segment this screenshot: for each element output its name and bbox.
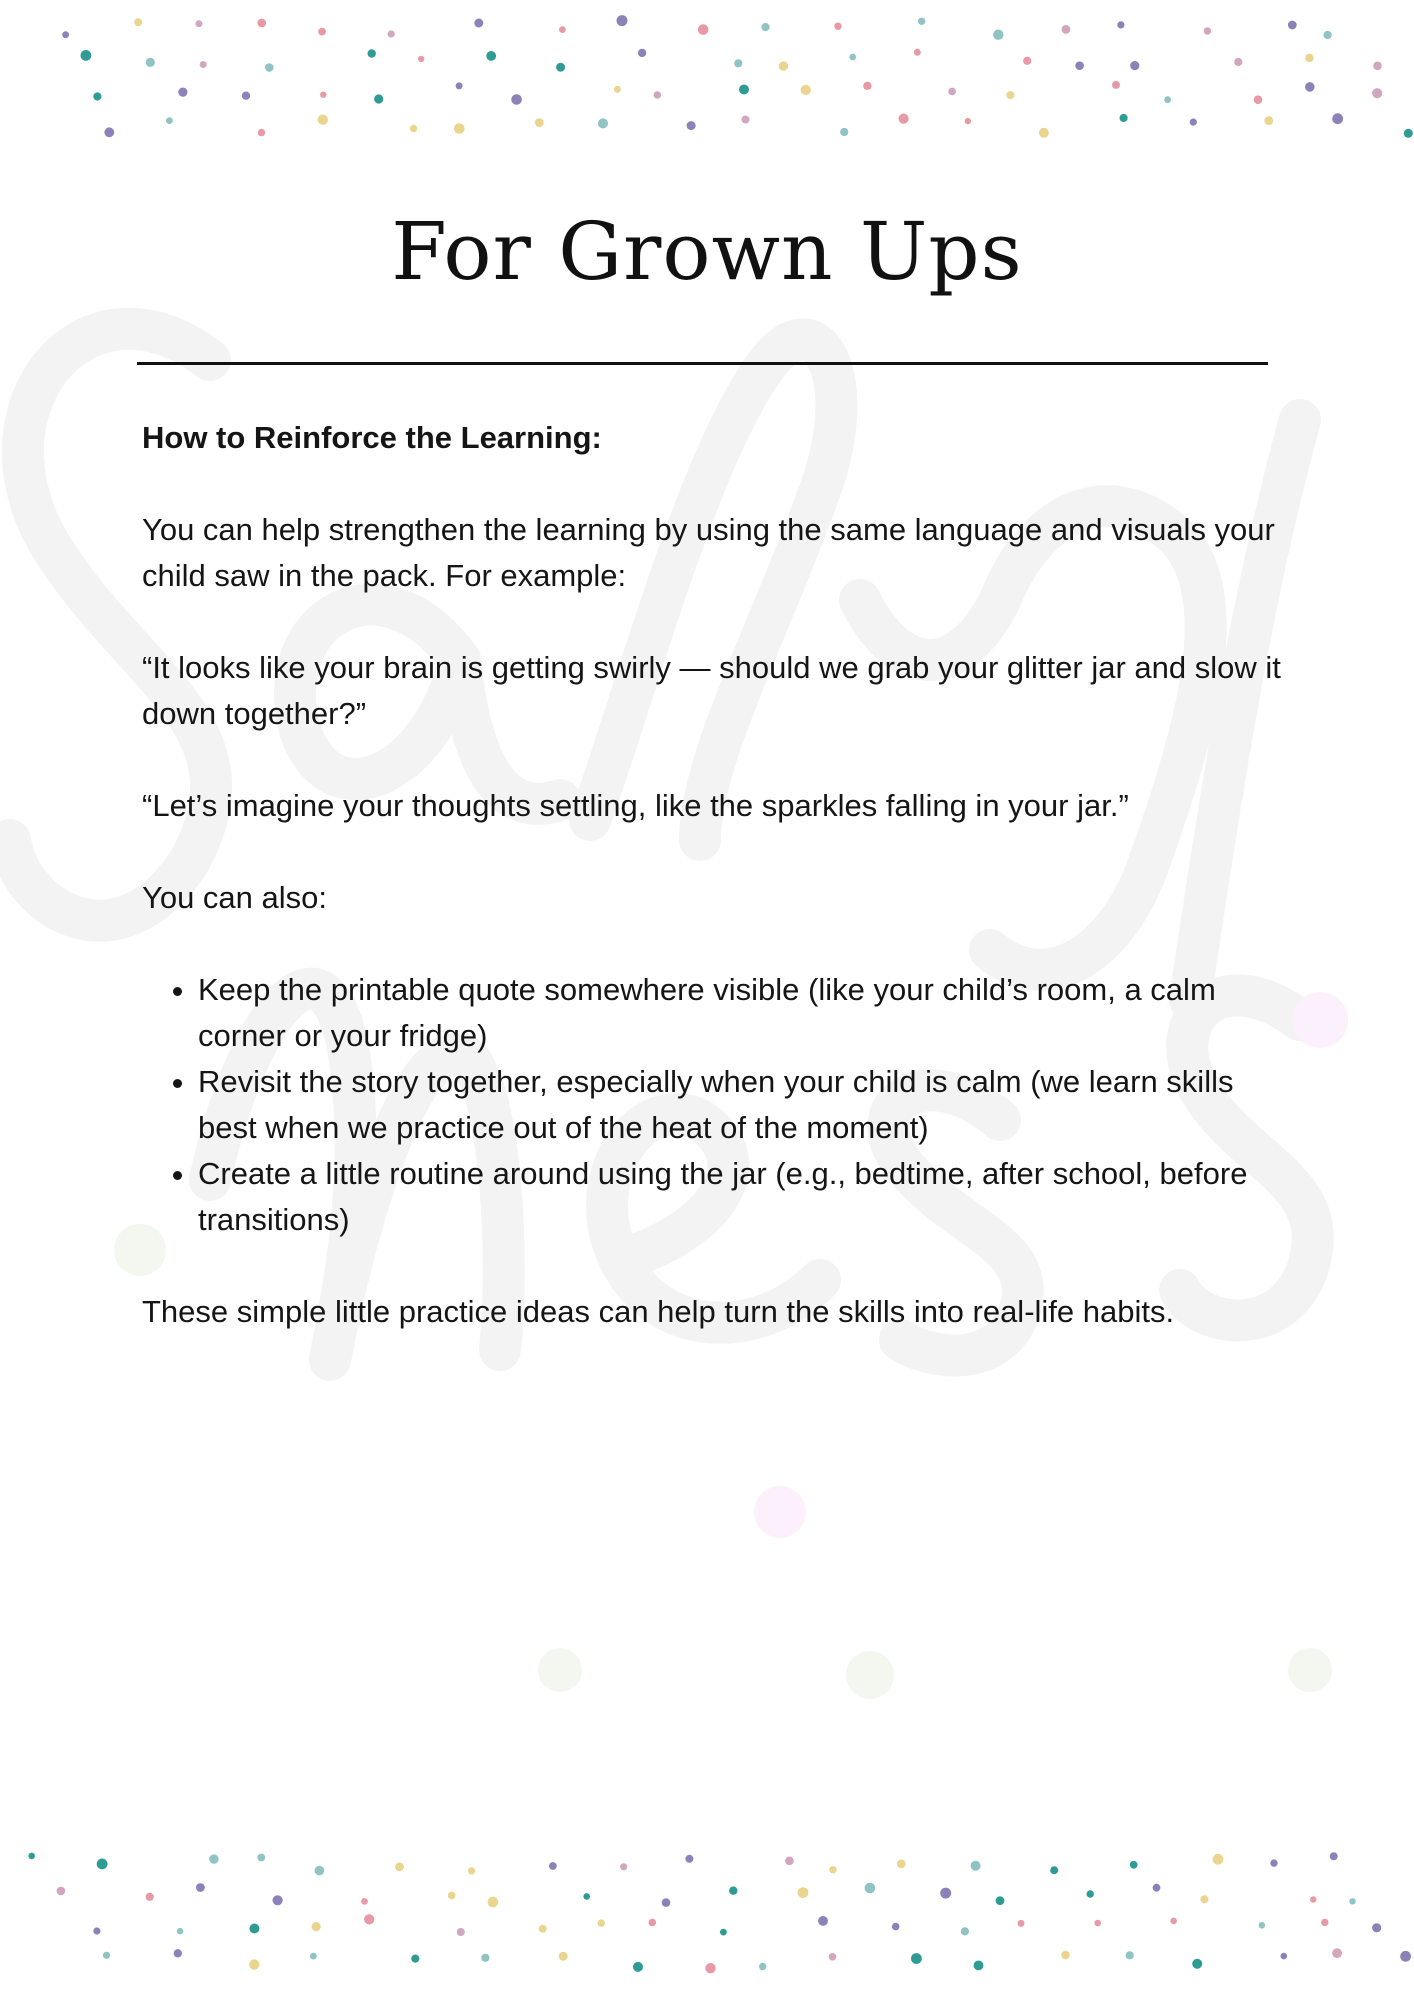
confetti-dot bbox=[993, 30, 1003, 40]
confetti-dot bbox=[448, 1892, 456, 1900]
confetti-dot bbox=[1321, 1919, 1328, 1926]
confetti-dot bbox=[249, 1959, 259, 1969]
confetti-dot bbox=[454, 123, 465, 134]
title-divider bbox=[137, 362, 1268, 365]
confetti-dot bbox=[146, 1893, 154, 1901]
confetti-dot bbox=[273, 1895, 283, 1905]
example-quote-2: “Let’s imagine your thoughts settling, like the sparkles falling in your jar.” bbox=[142, 788, 1129, 823]
confetti-dot bbox=[200, 61, 207, 68]
confetti-dot bbox=[818, 1916, 828, 1926]
confetti-dot bbox=[468, 1867, 475, 1874]
confetti-dot bbox=[1117, 21, 1124, 28]
confetti-dot bbox=[1023, 57, 1031, 65]
confetti-dot bbox=[1087, 1890, 1094, 1897]
confetti-dot bbox=[739, 85, 749, 95]
confetti-dot bbox=[535, 118, 544, 127]
section-heading: How to Reinforce the Learning: bbox=[142, 420, 602, 455]
confetti-dot bbox=[1130, 1861, 1138, 1869]
confetti-dot bbox=[258, 19, 267, 28]
confetti-dot bbox=[779, 61, 788, 70]
confetti-dot bbox=[965, 118, 971, 124]
list-item: • Keep the printable quote somewhere visible (like your child’s room, a calm corner or your fridge) bbox=[198, 967, 1282, 1059]
confetti-dot bbox=[318, 28, 326, 36]
confetti-dot bbox=[318, 115, 328, 125]
confetti-dot bbox=[1120, 114, 1128, 122]
also-label: You can also: bbox=[142, 880, 328, 915]
confetti-dot bbox=[418, 56, 424, 62]
confetti-dot bbox=[614, 86, 621, 93]
confetti-dot bbox=[249, 1924, 259, 1934]
confetti-dot bbox=[617, 15, 628, 26]
confetti-dot bbox=[911, 1953, 922, 1964]
confetti-dot bbox=[1305, 82, 1315, 92]
confetti-dot bbox=[388, 30, 395, 37]
confetti-dot bbox=[195, 20, 202, 27]
confetti-dot bbox=[865, 1883, 876, 1894]
confetti-dot bbox=[834, 23, 841, 30]
confetti-dot bbox=[28, 1853, 35, 1860]
confetti-dot bbox=[971, 1861, 981, 1871]
confetti-dot bbox=[556, 63, 565, 72]
confetti-dot bbox=[312, 1922, 321, 1931]
confetti-dot bbox=[457, 1928, 465, 1936]
confetti-dot bbox=[103, 1952, 110, 1959]
confetti-dot bbox=[1330, 1852, 1338, 1860]
confetti-dot bbox=[1332, 1948, 1342, 1958]
confetti-dot bbox=[948, 88, 956, 96]
confetti-dot bbox=[1006, 91, 1014, 99]
confetti-dot bbox=[1039, 128, 1049, 138]
confetti-dot bbox=[961, 1927, 969, 1935]
content-body bbox=[142, 415, 1282, 1381]
confetti-dot bbox=[840, 128, 848, 136]
confetti-dot bbox=[1404, 129, 1413, 138]
confetti-dot bbox=[134, 18, 142, 26]
confetti-dot bbox=[209, 1854, 218, 1863]
confetti-dot bbox=[1324, 31, 1332, 39]
list-item: • Revisit the story together, especially when your child is calm (we learn skills best when we practice out of the heat of the moment) bbox=[198, 1059, 1282, 1151]
confetti-dot bbox=[798, 1887, 809, 1898]
confetti-dot bbox=[1164, 96, 1171, 103]
confetti-dot bbox=[914, 49, 921, 56]
confetti-dot bbox=[734, 59, 742, 67]
confetti-dot bbox=[481, 1954, 489, 1962]
confetti-dot bbox=[1349, 1898, 1355, 1904]
confetti-dot bbox=[1281, 1953, 1288, 1960]
confetti-dot bbox=[1062, 25, 1071, 34]
confetti-dot bbox=[761, 23, 769, 31]
confetti-dot bbox=[559, 26, 566, 33]
confetti-dot bbox=[104, 127, 114, 137]
confetti-dot bbox=[1372, 1923, 1381, 1932]
confetti-dot bbox=[1170, 1918, 1177, 1925]
confetti-dot bbox=[265, 63, 274, 72]
confetti-dot bbox=[654, 91, 662, 99]
confetti-dot bbox=[178, 88, 187, 97]
confetti-dot bbox=[638, 49, 646, 57]
confetti-border-top bbox=[0, 0, 1414, 150]
confetti-dot bbox=[177, 1928, 183, 1934]
confetti-dot bbox=[1305, 54, 1313, 62]
confetti-dot bbox=[1373, 62, 1382, 71]
tips-list bbox=[142, 967, 1282, 1243]
confetti-dot bbox=[242, 92, 250, 100]
confetti-dot bbox=[759, 1963, 766, 1970]
confetti-dot bbox=[488, 1897, 499, 1908]
confetti-dot bbox=[662, 1898, 671, 1907]
confetti-dot bbox=[1259, 1922, 1266, 1929]
confetti-dot bbox=[685, 1855, 693, 1863]
confetti-dot bbox=[1332, 113, 1343, 124]
confetti-dot bbox=[785, 1857, 794, 1866]
confetti-dot bbox=[511, 94, 522, 105]
confetti-dot bbox=[698, 24, 709, 35]
confetti-dot bbox=[1192, 1959, 1202, 1969]
confetti-dot bbox=[1234, 58, 1242, 66]
confetti-dot bbox=[368, 49, 376, 57]
confetti-dot bbox=[633, 1962, 643, 1972]
confetti-dot bbox=[559, 1952, 568, 1961]
confetti-dot bbox=[899, 114, 909, 124]
confetti-dot bbox=[361, 1898, 368, 1905]
confetti-dot bbox=[196, 1883, 205, 1892]
confetti-dot bbox=[1264, 116, 1273, 125]
confetti-dot bbox=[1112, 81, 1120, 89]
confetti-dot bbox=[93, 1927, 100, 1934]
confetti-dot bbox=[897, 1860, 906, 1869]
confetti-dot bbox=[456, 82, 463, 89]
confetti-dot bbox=[1130, 61, 1139, 70]
confetti-dot bbox=[374, 94, 383, 103]
confetti-dot bbox=[320, 92, 326, 98]
confetti-dot bbox=[258, 129, 265, 136]
confetti-dot bbox=[742, 116, 750, 124]
page-title: For Grown Ups bbox=[391, 205, 1023, 298]
confetti-dot bbox=[1050, 1866, 1058, 1874]
confetti-dot bbox=[81, 50, 92, 61]
confetti-dot bbox=[62, 31, 69, 38]
confetti-dot bbox=[598, 1919, 605, 1926]
confetti-dot bbox=[687, 121, 696, 130]
confetti-dot bbox=[801, 85, 811, 95]
confetti-dot bbox=[174, 1949, 182, 1957]
confetti-dot bbox=[1310, 1896, 1316, 1902]
confetti-dot bbox=[940, 1888, 951, 1899]
confetti-dot bbox=[705, 1963, 715, 1973]
confetti-dot bbox=[649, 1919, 657, 1927]
confetti-dot bbox=[1288, 21, 1297, 30]
confetti-dot bbox=[1126, 1951, 1134, 1959]
confetti-dot bbox=[1200, 1895, 1208, 1903]
confetti-dot bbox=[257, 1854, 265, 1862]
closing-paragraph: These simple little practice ideas can help turn the skills into real-life habits. bbox=[142, 1294, 1175, 1329]
confetti-dot bbox=[1075, 61, 1084, 70]
confetti-dot bbox=[310, 1953, 317, 1960]
confetti-dot bbox=[315, 1866, 325, 1876]
confetti-dot bbox=[1254, 95, 1263, 104]
confetti-dot bbox=[474, 19, 483, 28]
confetti-dot bbox=[1190, 119, 1197, 126]
confetti-dot bbox=[1213, 1854, 1224, 1865]
confetti-dot bbox=[583, 1893, 590, 1900]
confetti-dot bbox=[410, 125, 417, 132]
confetti-dot bbox=[486, 51, 496, 61]
confetti-dot bbox=[146, 58, 155, 67]
confetti-dot bbox=[395, 1862, 404, 1871]
confetti-dot bbox=[620, 1863, 627, 1870]
confetti-dot bbox=[364, 1914, 374, 1924]
confetti-dot bbox=[1061, 1951, 1069, 1959]
confetti-border-bottom bbox=[0, 1835, 1414, 1985]
confetti-dot bbox=[411, 1955, 419, 1963]
confetti-dot bbox=[97, 1859, 108, 1870]
confetti-dot bbox=[829, 1866, 836, 1873]
confetti-dot bbox=[598, 118, 608, 128]
confetti-dot bbox=[1153, 1884, 1161, 1892]
confetti-dot bbox=[1018, 1920, 1025, 1927]
confetti-dot bbox=[166, 117, 173, 124]
confetti-dot bbox=[549, 1862, 557, 1870]
confetti-dot bbox=[996, 1896, 1005, 1905]
confetti-dot bbox=[1400, 1951, 1411, 1962]
intro-paragraph: You can help strengthen the learning by using the same language and visuals your child saw in the pack. For example: bbox=[142, 512, 1275, 593]
confetti-dot bbox=[829, 1953, 837, 1961]
confetti-dot bbox=[93, 92, 101, 100]
example-quote-1: “It looks like your brain is getting swirly — should we grab your glitter jar and slow it down together?” bbox=[142, 650, 1281, 731]
list-item: • Create a little routine around using the jar (e.g., bedtime, after school, before transitions) bbox=[198, 1151, 1282, 1243]
confetti-dot bbox=[720, 1929, 727, 1936]
confetti-dot bbox=[892, 1923, 900, 1931]
confetti-dot bbox=[729, 1887, 737, 1895]
confetti-dot bbox=[974, 1961, 984, 1971]
confetti-dot bbox=[1270, 1859, 1277, 1866]
confetti-dot bbox=[863, 82, 871, 90]
confetti-dot bbox=[539, 1925, 547, 1933]
confetti-dot bbox=[1204, 27, 1211, 34]
confetti-dot bbox=[918, 18, 925, 25]
confetti-dot bbox=[1372, 88, 1382, 98]
confetti-dot bbox=[57, 1887, 66, 1896]
confetti-dot bbox=[849, 54, 856, 61]
confetti-dot bbox=[1094, 1920, 1101, 1927]
